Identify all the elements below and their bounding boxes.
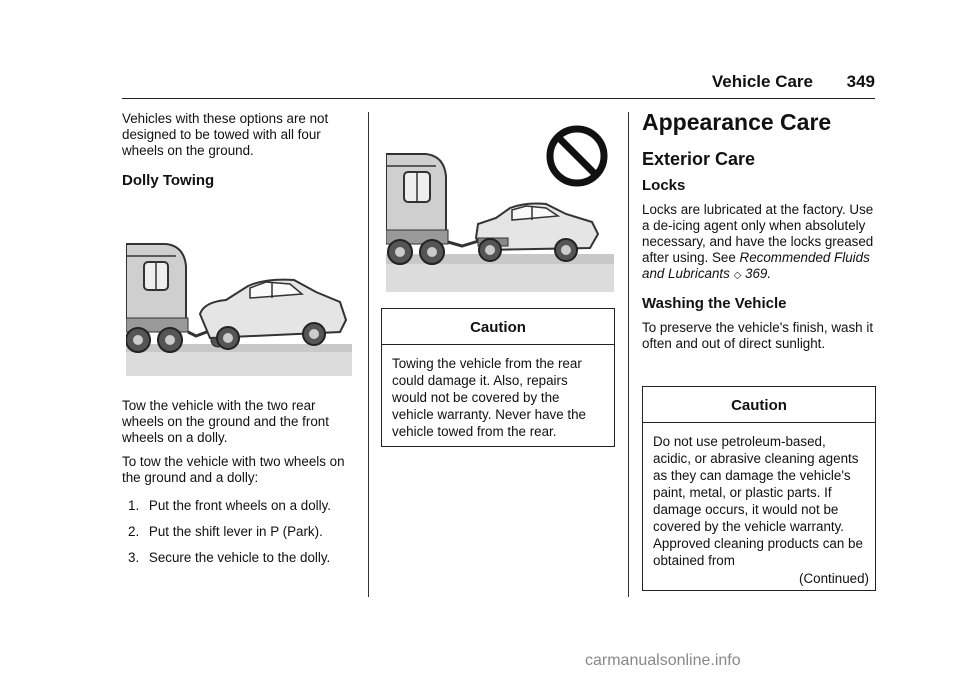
caution-text: Do not use petroleum-based, acidic, or abrasive cleaning agents as they can damage the vehicle's paint, metal, or plastic parts. If damage occurs, it would not be covered by the vehicle warranty. Approved cleaning products can be obtained from: [653, 434, 863, 568]
column-divider-1: [368, 112, 369, 597]
column-1: [122, 111, 358, 189]
caution-text: Towing the vehicle from the rear could damage it. Also, repairs would not be covered by the vehicle warranty. Never have the vehicle towed from the rear.: [392, 356, 587, 439]
washing-caution-box: [642, 386, 876, 591]
washing-paragraph: To preserve the vehicle's finish, wash it often and out of direct sunlight.: [642, 320, 874, 351]
step-number: 2.: [128, 524, 140, 539]
watermark: carmanualsonline.info: [585, 652, 741, 669]
step-text: Secure the vehicle to the dolly.: [148, 550, 331, 565]
header-divider: [122, 98, 875, 99]
page-number: 349: [846, 72, 875, 91]
step-number: 1.: [128, 498, 140, 513]
appearance-care-title: Appearance Care: [642, 109, 832, 135]
section-title: Vehicle Care: [711, 72, 813, 91]
list-item: [122, 550, 358, 566]
fluids-reference-link[interactable]: Recommended Fluids and Lubricants: [642, 250, 870, 281]
list-item: [122, 498, 358, 514]
list-item: [122, 524, 358, 540]
locks-heading: Locks: [642, 177, 686, 194]
locks-paragraph: Locks are lubricated at the factory. Use a de-icing agent only when absolutely necessary, and have the locks greased after using. See Recommended Fluids and Lubricants ◇ 369.: [642, 202, 874, 281]
step-number: 3.: [128, 550, 140, 565]
dolly-steps-list: [122, 498, 358, 566]
column-3: [642, 108, 876, 360]
page-header: [650, 70, 875, 94]
caution-title: Caution: [643, 387, 875, 423]
page-ref-arrow-icon: ◇: [733, 270, 742, 281]
exterior-care-heading: Exterior Care: [642, 149, 756, 169]
locks-text: Locks are lubricated at the factory. Use a de-icing agent only when absolutely necessary, and have the locks greased after using. See: [642, 202, 874, 265]
fluids-reference-page[interactable]: 369: [745, 266, 768, 281]
step-text: Put the shift lever in P (Park).: [148, 524, 323, 539]
washing-heading: Washing the Vehicle: [642, 295, 787, 312]
dolly-paragraph-1: Tow the vehicle with the two rear wheels on the ground and the front wheels on a dolly.: [122, 398, 329, 445]
dolly-paragraph-2: To tow the vehicle with two wheels on the ground and a dolly:: [122, 454, 345, 485]
rear-towing-prohibited-illustration: [386, 112, 614, 292]
rear-towing-caution-box: [381, 308, 615, 447]
dolly-towing-heading: Dolly Towing: [122, 172, 215, 189]
caution-title: Caution: [382, 309, 614, 345]
intro-paragraph: Vehicles with these options are not designed to be towed with all four wheels on the ground.: [122, 111, 329, 158]
column-divider-2: [628, 112, 629, 597]
step-text: Put the front wheels on a dolly.: [148, 498, 332, 513]
continued-label: (Continued): [799, 571, 869, 586]
dolly-towing-illustration: [126, 206, 352, 376]
column-1-lower: [122, 398, 358, 576]
